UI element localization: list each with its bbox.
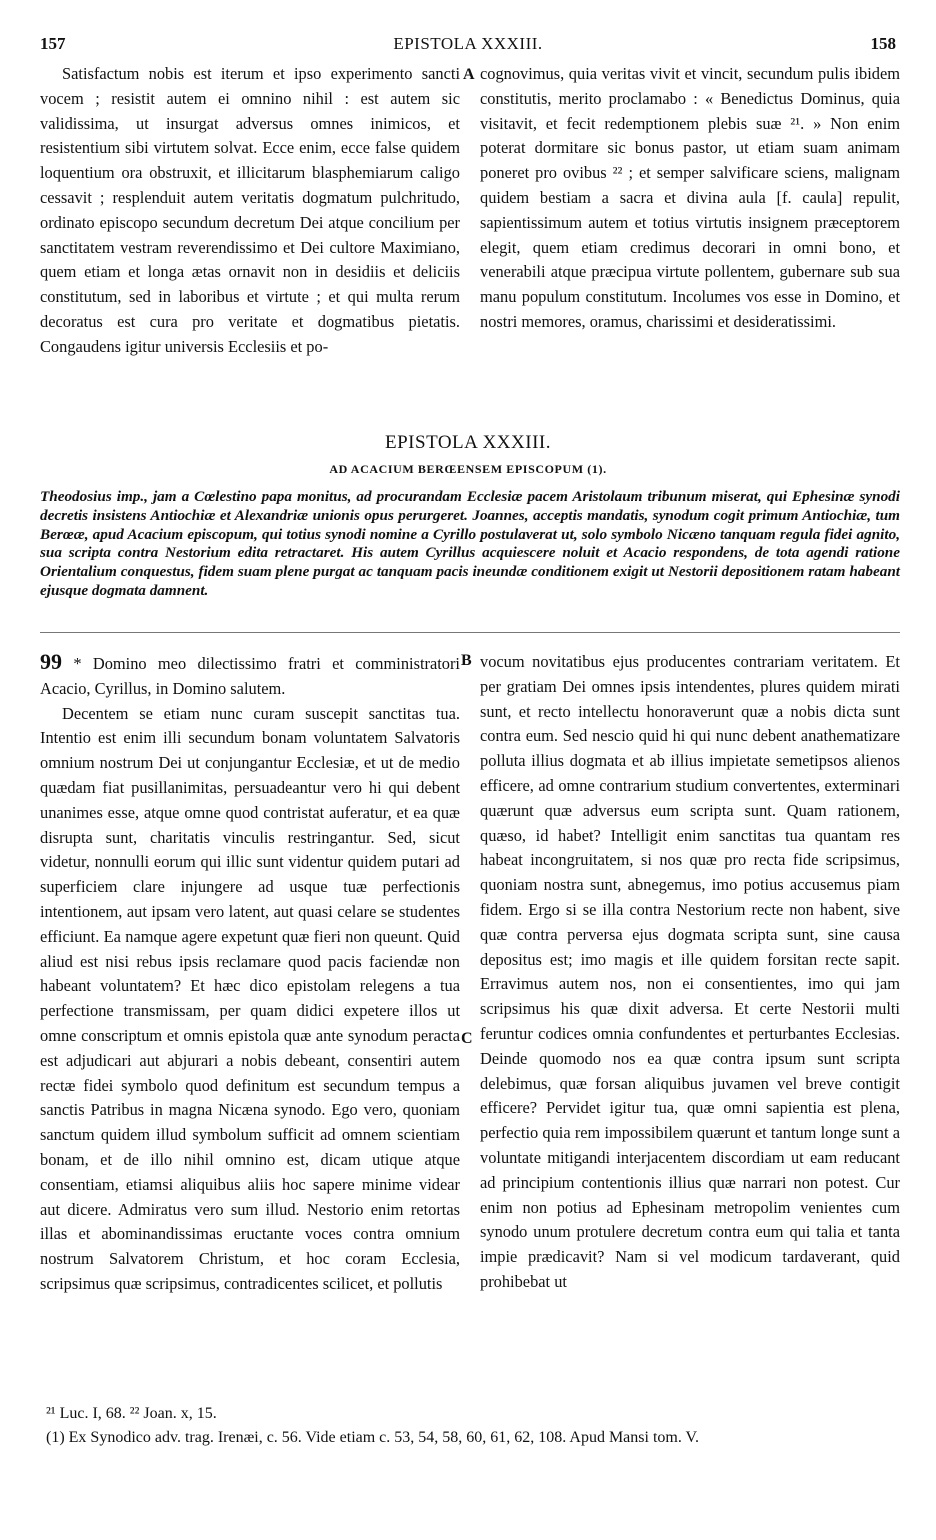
letter-opening <box>40 650 460 702</box>
page-number-left: 157 <box>40 34 66 53</box>
margin-marker-b: B <box>461 652 472 669</box>
salutation: * Domino meo dilectissimo fratri et comministratori Acacio, Cyrillus, in Domino salutem. <box>40 654 460 698</box>
margin-marker-c: C <box>461 1030 473 1047</box>
margin-marker-a: A <box>463 66 475 83</box>
epistle-subtitle: AD ACACIUM BERŒENSEM EPISCOPUM (1). <box>329 462 607 476</box>
epistle-title: EPISTOLA XXXIII. <box>385 432 551 453</box>
footnotes <box>40 1402 900 1450</box>
top-left-text: Satisfactum nobis est iterum et ipso experimento sancti vocem ; resistit autem ei omnino nihil : est autem sic validissima, ut insurgat adversus omnes inimicos, et resistentium sibi virtutem solvat. Ecce enim, ecce false quidem loquentium ora obstruxit, et illicitarum blasphemiarum caligo cessavit ; resplenduit autem veritatis dogmatum pulchritudo, ordinato episcopo secundum decretum Dei atque concilium per sanctitatem vestram reverendissimo et Dei cultore Maximiano, quem etiam et longa ætas ornavit non in desidiis et deliciis constitutum, sed in laboribus et virtute ; et qui multa rerum decoratus est cura pro veritate et dogmatibus pietatis. Congaudens igitur universis Ecclesiis et po- <box>40 64 460 356</box>
lower-right-text: vocum novitatibus ejus producentes contrariam veritatem. Et per gratiam Dei omnes ipsis intendentes, plures quidem mirati sunt, et recto intellectu honoraverunt quæ a nobis dicta sunt contra eum. Sed nescio quid hi qui nunc debent anathematizare polluta illius dogmata et ab illius impietate semetipsos alienos efficere, ad omne contrarium studium convertentes, exterminari quærunt quæ adversus eum scripta sunt. Quam rationem, quæso, id habet? Intelligit enim sanctitas tua quantam res habeat incongruitatem, si nos quæ pro recta fide scripsimus, quoniam nostra sunt, abnegemus, imo potius accusemus piam fidem. Ergo si se illa contra Nestorium recte non habent, sive quæ contra perversa ejus dogmata scripta sunt, sine causa depositus est; imo magis et ille quidem forsitan recte sapit. Erravimus autem nos, non ei consentientes, imo qui jam scripsimus his quæ dixit adversa. Et certe Nestorii multi feruntur codices omnia confundentes et perturbantes Ecclesias. Deinde quomodo nos ea quæ contra ipsum sunt scripta delebimus, quæ forsan aliquibus juvamen vel breve contigit efficere? Pervidet igitur tua, quæ omni sapientia est plena, perfectio quia rem impossibilem quærunt et tantum longe sunt a voluntate mitigandi interjacentem discordiam ut eam reducant ad principium contentionis illius quæ narrari non potest. Cur enim non potius ad Ephesinam metropolim venientes cum synodo unum protulere decretum contra eum qui talia et tanta impie prædicavit? Nam si vel modicum tardaverant, quid prohibebat ut <box>480 652 900 1291</box>
page-number-right: 158 <box>870 34 896 53</box>
lower-left-column <box>40 650 460 1297</box>
top-left-column <box>40 62 460 360</box>
lower-left-text: Decentem se etiam nunc curam suscepit sanctitas tua. Intentio est enim illi secundum bonam voluntatem Salvatoris omnium nostrum Dei ut conjungantur Ecclesiæ, et ut de medio quædam fiat pusillanimitas, persuadeantur vero hi qui debent unanimes esse, atque omne quod contristat auferatur, et ea quæ disrupta sunt, charitatis vinculis restringantur. Sed, sicut videtur, nonnulli eorum qui illic sunt videntur quidem putari ad superficiem clare injungere ad usque tuæ perfectionis intentionem, aut ipsam vero latent, aut quasi celare se studentes efficiunt. Ea namque agere expetunt quæ fieri non queunt. Quid aliud est nisi rebus ipsis reclamare quod pacis faciendæ non habeant voluntatem? Et hæc dico epistolam relegens a tua perfectione transmissam, per quam didici expetere illos ut omne conscriptum et omnis epistola quæ ante synodum peracta est adjudicari aut abjurari a nobis debeant, consentiri autem rectæ fidei symbolo quod definitum est secundum tempus a sanctis Patribus in magna Nicæna synodo. Ego vero, quoniam sanctum quidem illud symbolum sufficit ad omnem scientiam bonam, et de illo nihil omnino est, dicam utique atque consentiam, etiamsi aliquibus aliis hoc sapere minime videar aut dicere. Admiratus vero sum illud. Nestorio enim retortas illas et abominandissimas eructante voces contra omnium nostrum Salvatorem Christum, et hoc coram Ecclesia, scripsimus quæ scripsimus, contradicentes scilicet, et pollutis <box>40 703 460 1293</box>
column-number: 99 <box>40 649 62 674</box>
running-header <box>40 34 896 58</box>
source-footnote: (1) Ex Synodico adv. trag. Irenæi, c. 56. Vide etiam c. 53, 54, 58, 60, 61, 62, 108. Apud Mansi tom. V. <box>46 1429 700 1446</box>
epistle-summary: Theodosius imp., jam a Cœlestino papa monitus, ad procurandam Ecclesiæ pacem Aristolaum tribunum miserat, qui Ephesinæ synodi decretis insistens Antiochiæ et Alexandriæ unionis opus perurgeret. Joannes, acceptis mandatis, synodum cogit primum Antiochiæ, tum Berœæ, apud Acacium episcopum, qui totius synodi nomine a Cyrillo postulaverat ut, solo symbolo Nicæno tanquam regula fidei agnito, sua scripta contra Nestorium edita retractaret. His autem Cyrillus acquiescere noluit et Acacio respondens, de tota agendi ratione Orientalium conquestus, fidem suam plene purgat ac tanquam pacis ineundæ conditionem exigit ut Nestorii depositionem ratam habeant ejusque dogmata damnent. <box>40 488 900 599</box>
divider-rule <box>40 632 900 633</box>
top-right-text: cognovimus, quia veritas vivit et vincit, secundum pulis ibidem constitutis, merito proclamabo : « Benedictus Dominus, quia visitavit, et fecit redemptionem plebis suæ ²¹. » Non enim poterat dormitare sic bonus pastor, ut etiam suam animam poneret pro ovibus ²² ; et semper salvificare sciens, malignam quidem bestiam a sacra et divina aula [f. caula] repulit, sapientissimum autem et totius virtutis insignem præceptorem elegit, quem etiam credimus decorari in omni bono, et venerabili atque præcipua virtute pollentem, gubernare sub sua manu populum constitutum. Incolumes vos esse in Domino, et nostri memores, oramus, charissimi et desideratissimi. <box>480 64 900 331</box>
scripture-footnotes: ²¹ Luc. I, 68. ²² Joan. x, 15. <box>46 1405 217 1422</box>
running-title: EPISTOLA XXXIII. <box>393 34 543 53</box>
lower-right-column <box>480 650 900 1295</box>
top-right-column <box>480 62 900 335</box>
